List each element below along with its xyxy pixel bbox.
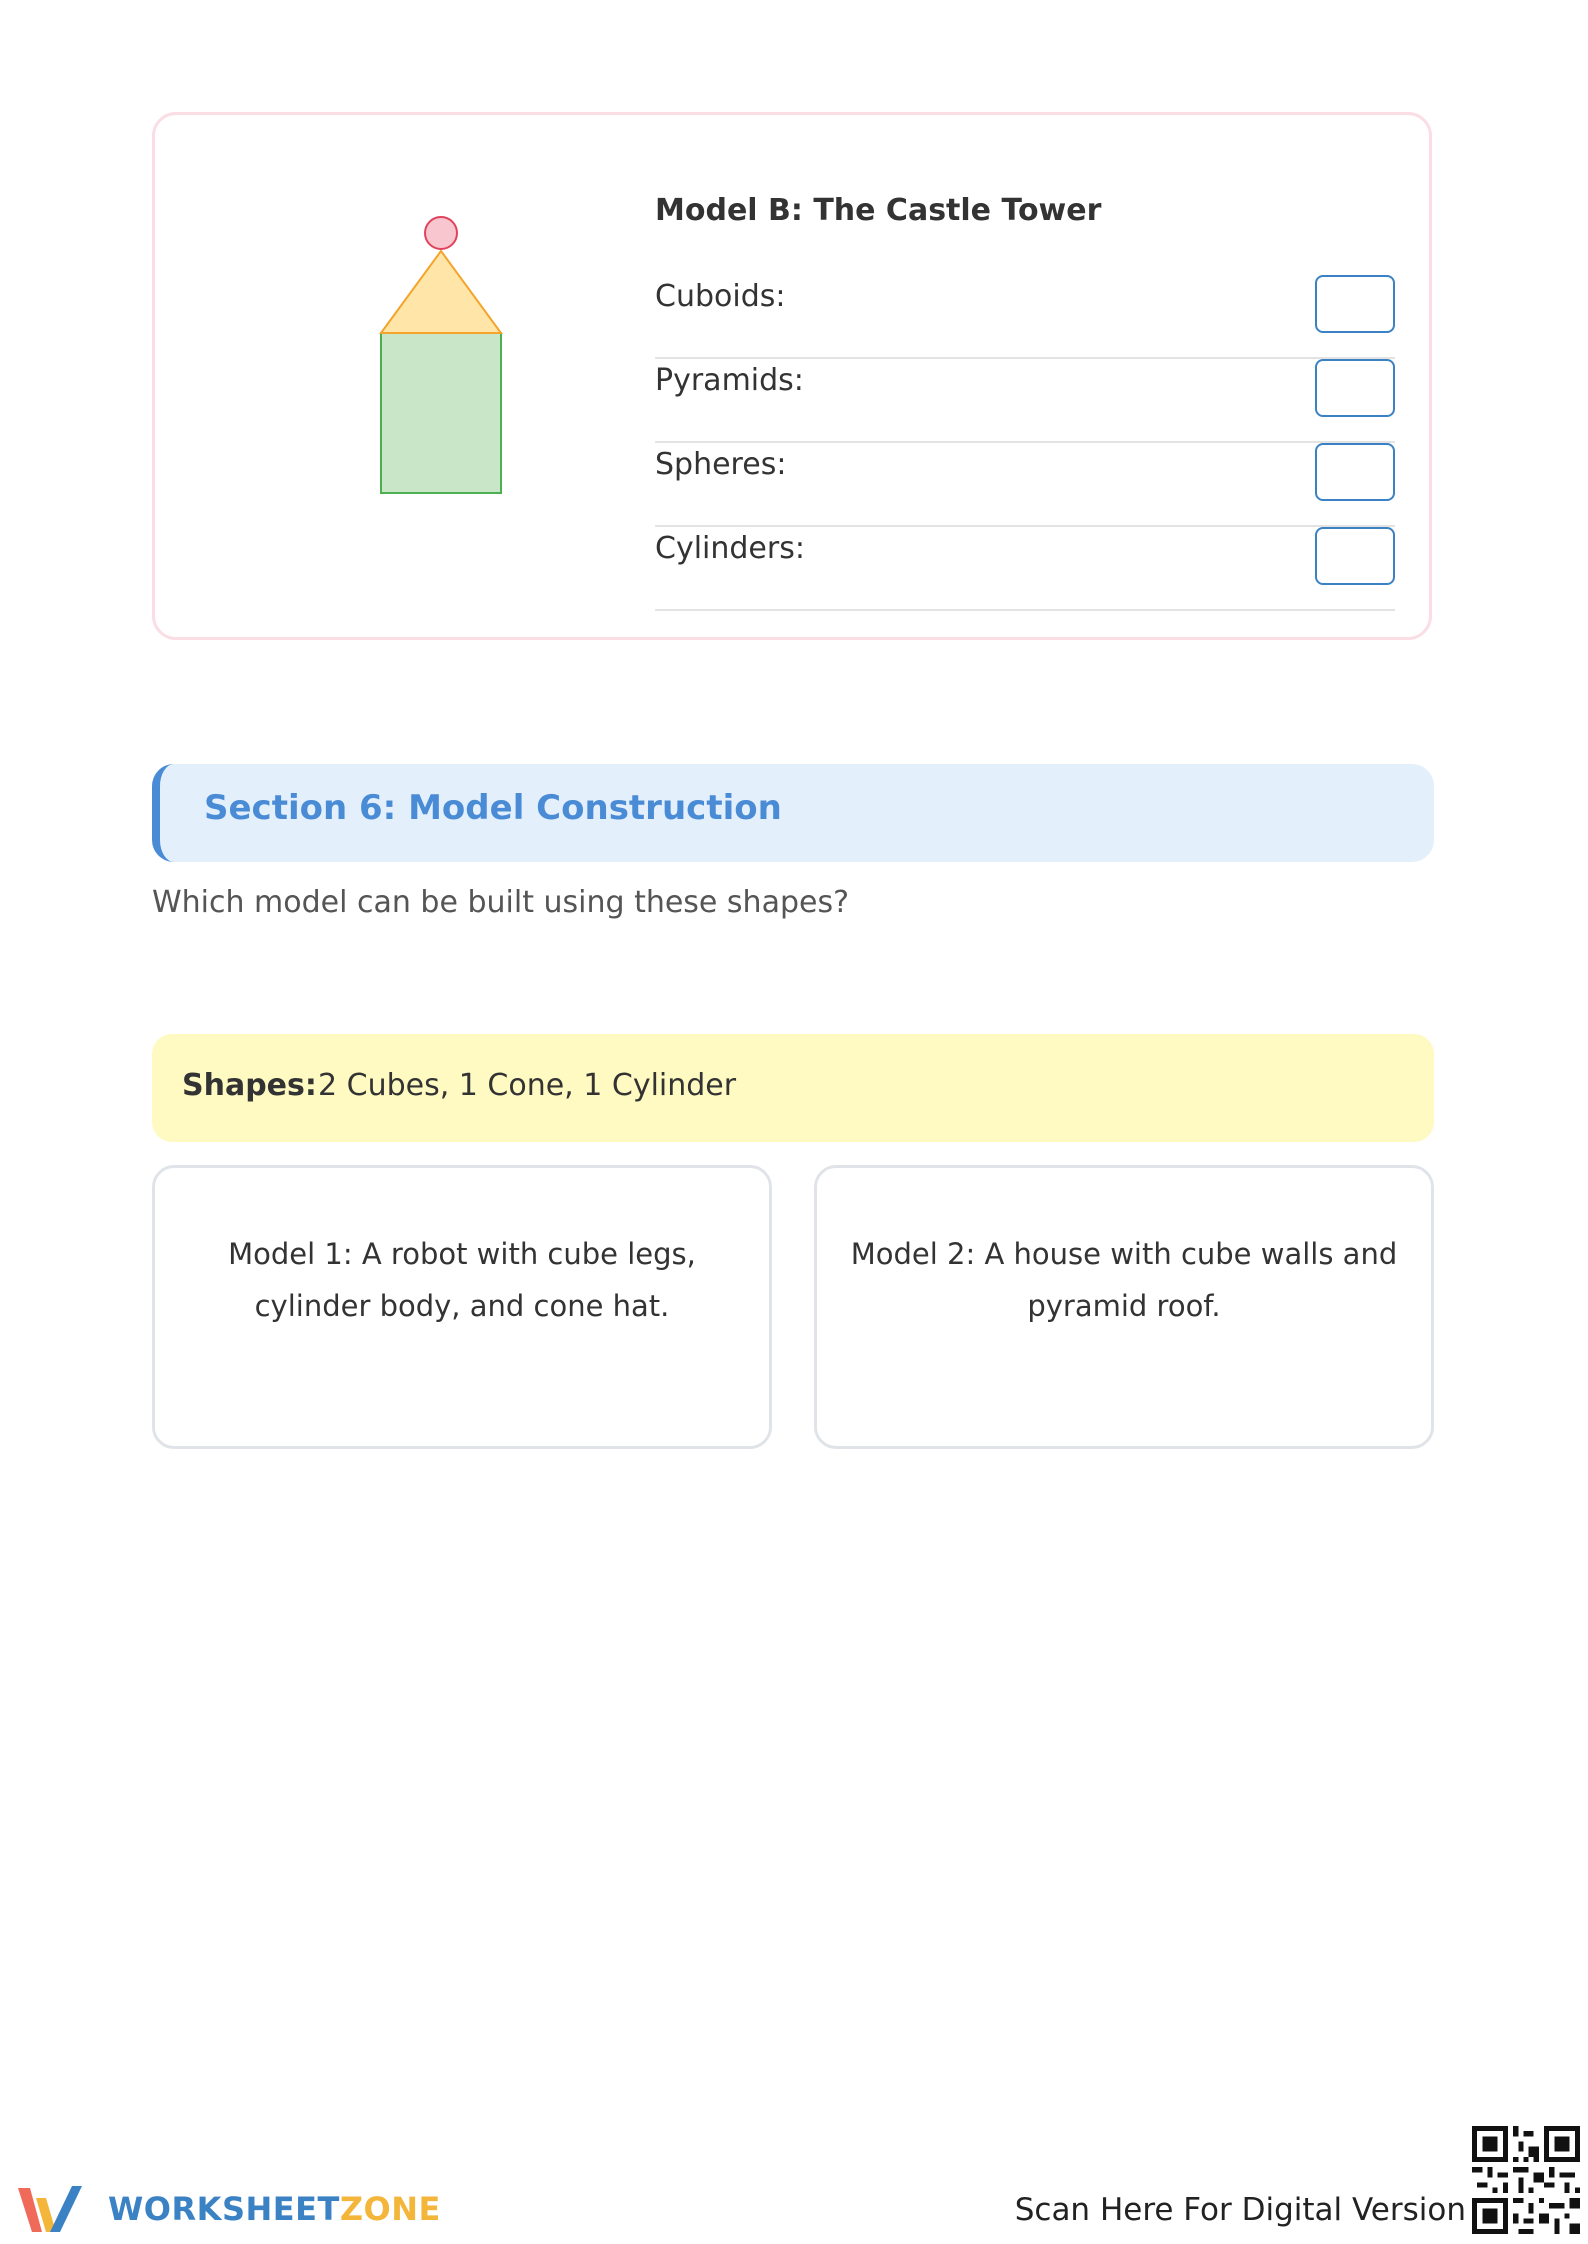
spheres-answer-box[interactable] <box>1315 443 1395 501</box>
castle-tower-illustration <box>325 185 585 545</box>
option-card-model-2[interactable] <box>814 1165 1434 1449</box>
qr-code-icon[interactable] <box>1472 2126 1580 2234</box>
count-row-cuboids <box>655 275 1395 359</box>
logo-word-worksheet: WORKSHEET <box>108 2190 340 2228</box>
pyramids-answer-box[interactable] <box>1315 359 1395 417</box>
shapes-value: 2 Cubes, 1 Cone, 1 Cylinder <box>318 1068 737 1103</box>
worksheetzone-logo-icon <box>16 2182 96 2238</box>
tower-sphere-shape <box>425 217 457 249</box>
cylinders-answer-box[interactable] <box>1315 527 1395 585</box>
count-label: Cuboids: <box>655 279 786 314</box>
shape-count-list <box>655 275 1395 611</box>
shapes-label: Shapes: <box>182 1068 317 1103</box>
count-label: Cylinders: <box>655 531 805 566</box>
count-row-spheres <box>655 443 1395 527</box>
section-title: Section 6: Model Construction <box>204 788 782 828</box>
worksheetzone-logo-text <box>108 2190 441 2228</box>
section-header <box>152 764 1434 862</box>
logo-word-zone: ZONE <box>339 2190 441 2228</box>
option-text: Model 1: A robot with cube legs, cylinder body, and cone hat. <box>228 1237 696 1323</box>
option-card-model-1[interactable] <box>152 1165 772 1449</box>
scan-here-text: Scan Here For Digital Version <box>1014 2192 1466 2228</box>
count-row-pyramids <box>655 359 1395 443</box>
shapes-banner <box>152 1034 1434 1142</box>
count-label: Pyramids: <box>655 363 804 398</box>
tower-pyramid-shape <box>381 251 501 333</box>
cuboids-answer-box[interactable] <box>1315 275 1395 333</box>
tower-cuboid-shape <box>381 333 501 493</box>
model-b-title: Model B: The Castle Tower <box>655 193 1102 228</box>
section-question: Which model can be built using these shapes? <box>152 885 850 920</box>
model-b-card <box>152 112 1432 640</box>
count-row-cylinders <box>655 527 1395 611</box>
count-label: Spheres: <box>655 447 787 482</box>
option-text: Model 2: A house with cube walls and pyramid roof. <box>850 1237 1398 1323</box>
